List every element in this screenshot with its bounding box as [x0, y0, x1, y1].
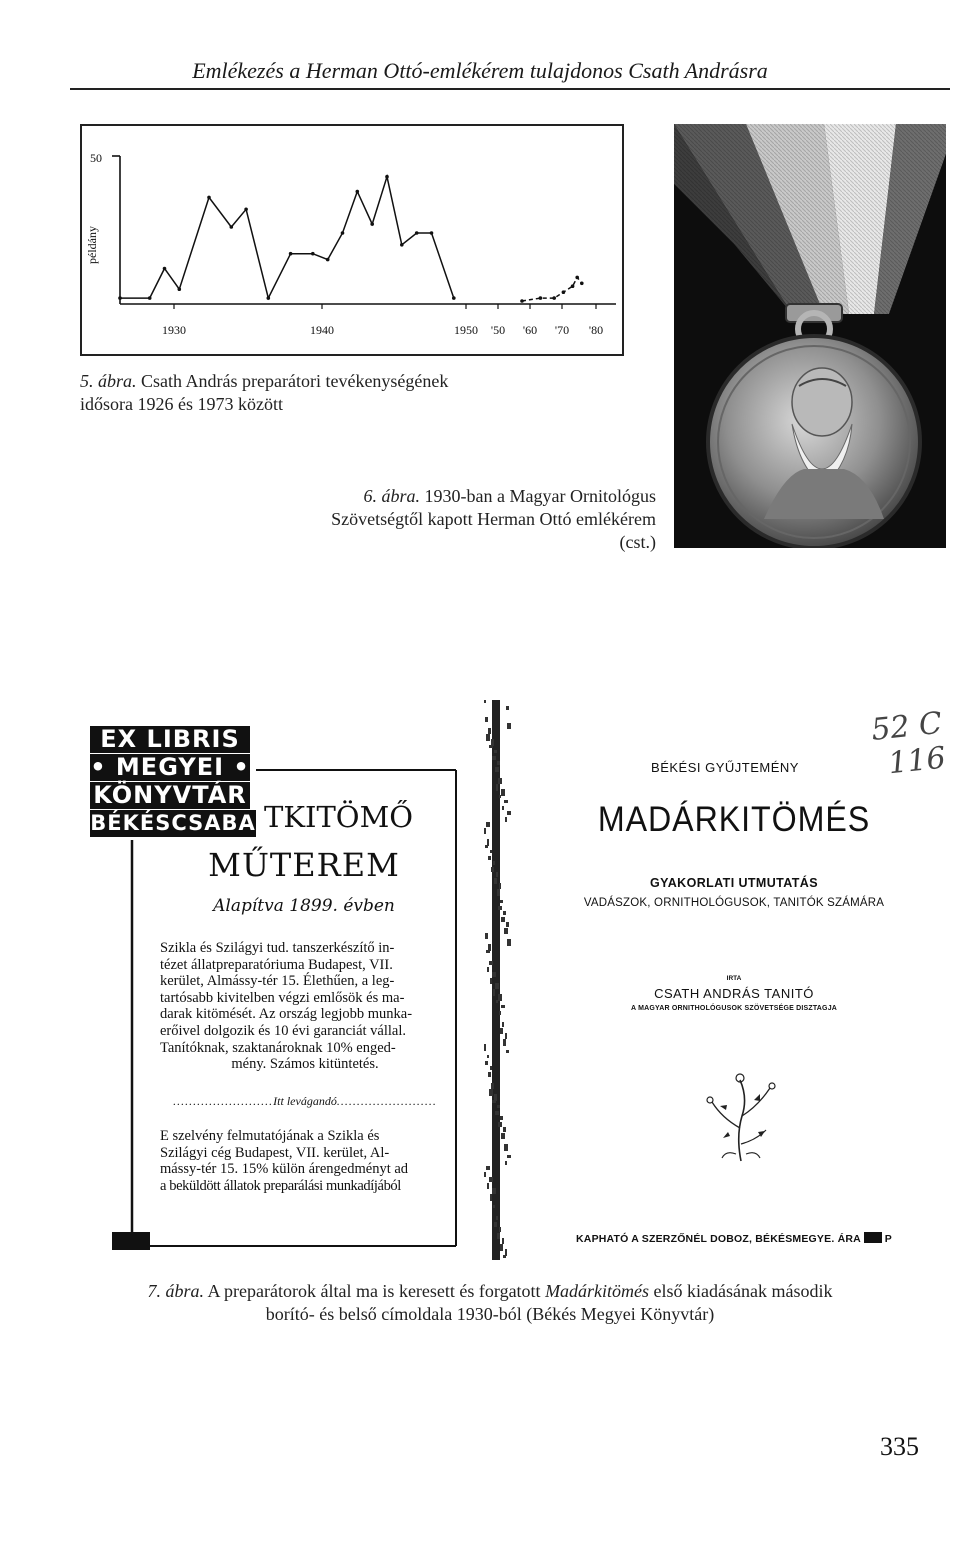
spine-speck [500, 900, 503, 903]
spine-speck [492, 1188, 496, 1194]
medal-illustration [674, 124, 946, 548]
figure-7-book-title: Madárkitömés [545, 1281, 650, 1301]
imprint-end: P [884, 1233, 892, 1245]
figure-5-text-2: idősora 1926 és 1973 között [80, 394, 283, 414]
spine-speck [492, 756, 496, 760]
medal-photo [674, 124, 946, 548]
figure-7-text-2: borító- és belső címoldala 1930-ból (Békés Megyei Könyvtár) [265, 1304, 715, 1324]
spine-speck [490, 1194, 492, 1201]
spine-speck [485, 845, 488, 848]
spine-speck [500, 1116, 503, 1120]
author-role: A MAGYAR ORNITHOLÓGUSOK SZÖVETSÉGE DISZTAGJA [630, 1005, 838, 1012]
data-point [415, 231, 419, 235]
x-tick-label: 1930 [162, 323, 186, 337]
spine-speck [503, 1127, 506, 1132]
ad-body-line: kerület, Almássy-tér 15. Élethűen, a leg- [160, 973, 395, 990]
spine-speck [499, 883, 501, 889]
spine-speck [498, 906, 502, 910]
x-tick-label: 1950 [454, 323, 478, 337]
ad-body-line: erőivel dolgozik és 10 évi garanciát vállal. [160, 1022, 407, 1039]
ad-body-line: Tanítóknak, szaktanároknak 10% enged- [160, 1039, 396, 1056]
spine-speck [506, 1050, 509, 1053]
series-line-2 [522, 277, 582, 301]
data-point [326, 258, 330, 262]
figure-7-caption [60, 1280, 920, 1326]
data-point [552, 296, 556, 300]
coupon-line: a beküldött állatok preparálási munkadíjából [160, 1177, 401, 1194]
cut-here-label: Itt levágandó [273, 1094, 337, 1108]
spine-speck [504, 928, 508, 934]
spine-speck [493, 1205, 495, 1208]
data-point [311, 252, 315, 256]
spine-speck [486, 822, 490, 827]
ad-body-line: Szikla és Szilágyi tud. tanszerkészítő in- [160, 940, 395, 956]
by-label: IRTA [726, 975, 742, 982]
data-point [580, 282, 584, 286]
data-point [430, 231, 434, 235]
spine-speck [501, 1133, 505, 1139]
ad-body-line: darak kitömését. Az ország legjobb munka- [160, 1006, 413, 1023]
data-point [341, 231, 345, 235]
spine-speck [503, 1039, 506, 1046]
x-tick-label: '80 [588, 323, 604, 337]
figure-7-text-1a: A preparátorok által ma is keresett és forgatott [204, 1281, 546, 1301]
spine-speck [507, 939, 511, 946]
spine-speck [490, 978, 492, 984]
y-max-label: 50 [90, 151, 102, 165]
figure-6-text-1: 1930-ban a Magyar Ornitológus [420, 486, 656, 506]
spine-speck [496, 872, 498, 877]
spine-speck [502, 806, 504, 810]
book-subtitle-1: GYAKORLATI UTMUTATÁS [650, 876, 818, 890]
spine-speck [506, 706, 509, 710]
chart-svg [82, 126, 622, 354]
stamp-line-2: • MEGYEI • [90, 753, 250, 781]
ad-body-line: tartósabb kivitelben végzi emlősök és ma- [160, 989, 405, 1006]
handwritten-shelfmark: 52 C 116 [869, 705, 948, 782]
spine-speck [494, 750, 497, 753]
spine-speck [501, 1005, 505, 1008]
x-tick-label: '70 [554, 323, 570, 337]
spine-speck [505, 1249, 507, 1256]
spine-speck [505, 1161, 507, 1165]
x-tick-labels [162, 323, 603, 337]
spine-speck [484, 1172, 486, 1177]
figure-5-caption [80, 370, 640, 416]
series-line-1 [120, 177, 454, 298]
spine-speck [497, 1233, 500, 1239]
book-title: MADÁRKITÖMÉS [597, 800, 871, 839]
figure-5-chart [80, 124, 624, 356]
ad-title-line-1: TKITÖMŐ [264, 800, 414, 834]
author-name: CSATH ANDRÁS TANITÓ [654, 986, 814, 1001]
figure-6-text-2: Szövetségtől kapott Herman Ottó emlékérem [331, 509, 656, 529]
spine-speck [486, 950, 490, 953]
spine-speck [486, 734, 490, 741]
data-point [267, 296, 271, 300]
spine-speck [491, 1083, 494, 1089]
ad-body-line: mény. Számos kitüntetés. [231, 1056, 379, 1073]
spine-speck [507, 723, 511, 729]
book-spine-gutter [474, 700, 514, 1260]
data-point [163, 267, 167, 271]
book-title-page [520, 700, 948, 1254]
data-point [385, 175, 389, 179]
data-point [230, 225, 234, 229]
x-tick-label: '60 [522, 323, 538, 337]
figure-5-label: 5. ábra. [80, 371, 137, 391]
spine-speck [485, 717, 488, 722]
data-point [539, 296, 543, 300]
spine-speck [492, 1100, 496, 1103]
spine-speck [489, 1177, 493, 1182]
spine-speck [497, 889, 500, 896]
spine-speck [496, 784, 498, 791]
spine-speck [487, 967, 489, 972]
spine-speck [499, 1011, 501, 1015]
data-point [520, 299, 524, 303]
library-stamp [84, 724, 264, 848]
data-point [452, 296, 456, 300]
book-subtitle-2: VADÁSZOK, ORNITHOLÓGUSOK, TANITÓK SZÁMÁRA [583, 897, 885, 909]
spine-speck [489, 961, 493, 965]
book-back-cover [84, 700, 508, 1254]
spine-speck [489, 745, 493, 748]
ad-body [160, 940, 450, 1073]
figure-5-text-1: Csath András preparátori tevékenységének [136, 371, 449, 391]
ad-title-line-2: MŰTEREM [208, 846, 400, 884]
spine-speck [493, 861, 495, 865]
data-point [207, 196, 211, 200]
running-head: Emlékezés a Herman Ottó-emlékérem tulajdonos Csath Andrásra [192, 58, 768, 83]
spine-speck [485, 933, 488, 939]
spine-speck [495, 767, 499, 772]
figure-6-text-3: (cst.) [619, 532, 656, 552]
figure-6-label: 6. ábra. [363, 486, 421, 506]
imprint-blot [864, 1232, 882, 1243]
spine-speck [502, 1238, 504, 1244]
data-point [575, 276, 579, 280]
spine-speck [502, 1022, 504, 1027]
spine-speck [487, 839, 489, 846]
spine-speck [497, 761, 500, 765]
spine-speck [487, 1055, 489, 1058]
spine-speck [499, 1227, 501, 1232]
figure-6-caption [300, 485, 656, 554]
data-point [562, 290, 566, 294]
stamp-line-3: KÖNYVTÁR [90, 782, 250, 809]
spine-speck [504, 1144, 508, 1151]
spine-speck [498, 1122, 502, 1127]
spine-speck [503, 911, 506, 915]
y-axis-label: példány [85, 226, 99, 264]
spine-speck [505, 817, 507, 822]
spine-speck [491, 739, 494, 746]
data-point [148, 296, 152, 300]
imprint-text: KAPHATÓ A SZERZŐNÉL DOBOZ, BÉKÉSMEGYE. ÁRA [576, 1233, 861, 1245]
spine-speck [492, 972, 496, 977]
spine-speck [500, 1244, 503, 1251]
series-name: BÉKÉSI GYŰJTEMÉNY [651, 760, 799, 775]
spine-speck [500, 1028, 503, 1034]
spine-speck [485, 1061, 488, 1065]
data-point [356, 190, 360, 194]
spine-speck [495, 1111, 499, 1115]
spine-speck [488, 1072, 491, 1077]
spine-speck [484, 828, 486, 834]
spine-speck [503, 1255, 506, 1258]
spine-speck [484, 1044, 486, 1051]
spine-speck [494, 1094, 497, 1101]
coupon-line: Szilágyi cég Budapest, VII. kerület, Al- [160, 1144, 390, 1161]
spine-speck [501, 917, 505, 922]
spine-speck [491, 867, 494, 872]
floral-ornament [696, 1066, 786, 1166]
spine-speck [501, 789, 505, 796]
figure-7-label: 7. ábra. [147, 1281, 204, 1301]
stamp-line-1: EX LIBRIS [90, 726, 250, 753]
spine-speck [488, 944, 491, 951]
spine-speck [493, 989, 495, 996]
spine-speck [484, 700, 486, 703]
spine-speck [505, 1033, 507, 1039]
spine-speck [496, 1216, 498, 1220]
data-point [244, 208, 248, 212]
data-point [370, 222, 374, 226]
spine-speck [486, 1166, 490, 1170]
data-point [289, 252, 293, 256]
spine-speck [499, 795, 501, 798]
spine-speck [488, 728, 491, 734]
spine-speck [494, 878, 497, 884]
data-point [400, 243, 404, 247]
data-point [178, 287, 182, 291]
spine-speck [497, 1105, 500, 1108]
spine-speck [490, 850, 492, 853]
data-point [118, 296, 122, 300]
spine-speck [504, 800, 508, 803]
spine-speck [487, 1183, 489, 1189]
spine-speck [488, 856, 491, 860]
spine-speck [494, 1222, 497, 1227]
spine-speck [495, 983, 499, 989]
coupon-text [160, 1128, 450, 1194]
imprint [520, 1232, 948, 1245]
header-rule [70, 88, 950, 90]
figure-7-text-1b: első kiadásának második [649, 1281, 833, 1301]
series-layer [118, 175, 583, 303]
spine-speck [507, 1155, 511, 1158]
spine-speck [498, 778, 502, 784]
coupon-line: mássy-tér 15. 15% külön árengedményt ad [160, 1161, 409, 1178]
ad-body-line: tézet állatpreparatóriuma Budapest, VII. [160, 956, 393, 973]
x-tick-label: 1940 [310, 323, 334, 337]
spine-speck [507, 811, 511, 815]
spine-speck [496, 1000, 498, 1003]
stamp-line-4: BÉKÉSCSABA [90, 811, 256, 835]
page-number: 335 [880, 1432, 919, 1461]
spine-speck [489, 1089, 493, 1096]
coupon-line: E szelvény felmutatójának a Szikla és [160, 1128, 380, 1144]
x-tick-label: '50 [490, 323, 506, 337]
spine-speck [506, 922, 509, 927]
spine-speck [498, 994, 502, 1001]
data-point [571, 284, 575, 288]
cut-here-line: .........................Itt levágandó......................... [173, 1094, 437, 1108]
spine-speck [490, 1066, 492, 1070]
ad-founded: Alapítva 1899. évben [213, 896, 395, 916]
